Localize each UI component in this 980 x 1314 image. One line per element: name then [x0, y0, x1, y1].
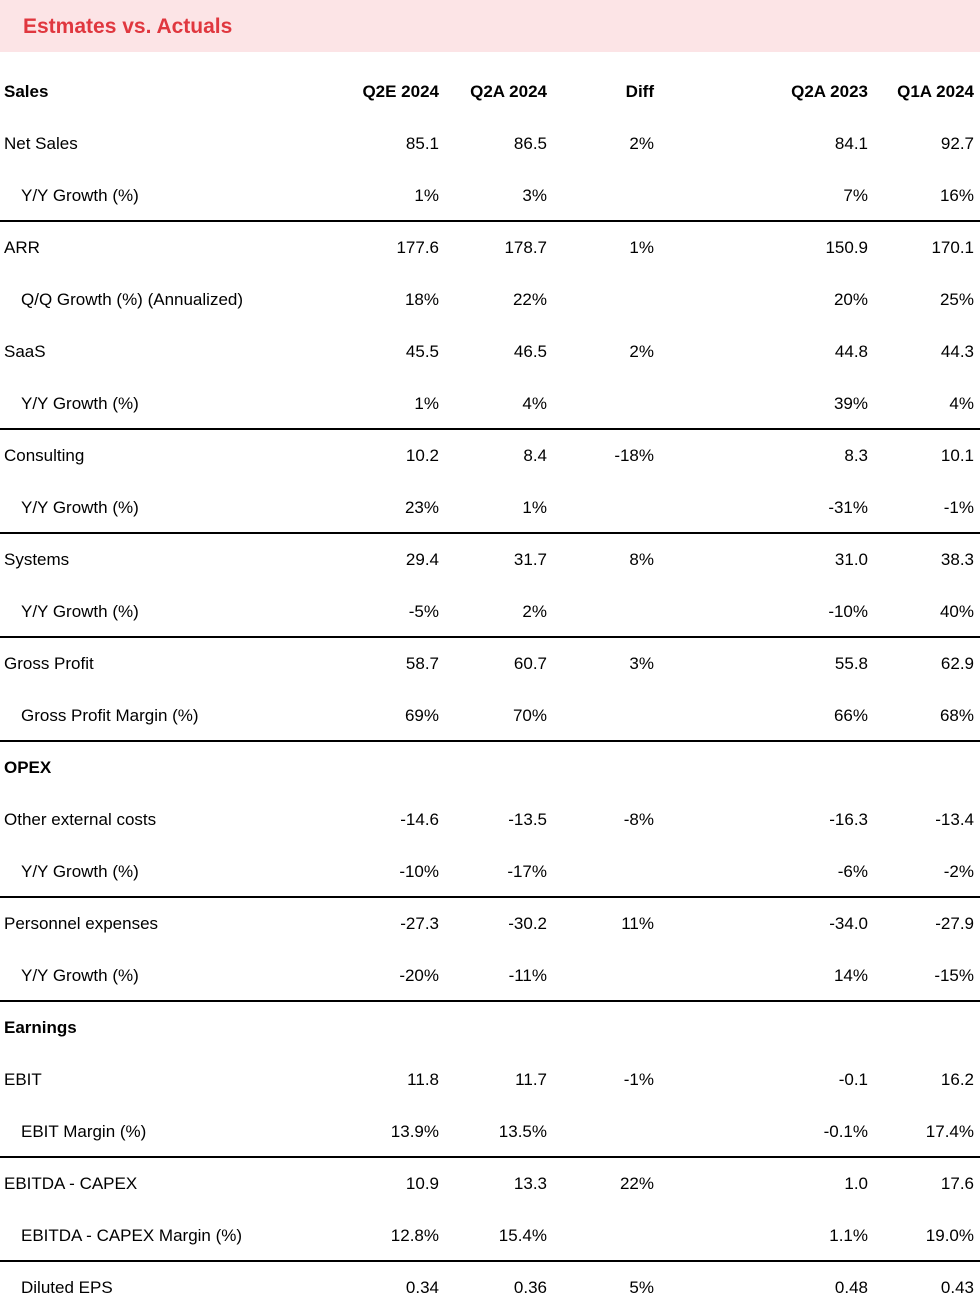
table-row: [0, 690, 980, 742]
row-label: Gross Profit: [4, 654, 94, 673]
cell-q1a-2024: 170.1: [931, 238, 974, 257]
cell-q2e: -10%: [399, 862, 439, 881]
row-label: Y/Y Growth (%): [21, 602, 139, 621]
cell-q2a-2023: 150.9: [825, 238, 868, 257]
cell-q1a-2024: 17.4%: [925, 1122, 974, 1141]
cell-q2a-2023: 0.48: [834, 1278, 868, 1297]
row-label: Consulting: [4, 446, 85, 465]
cell-q2a: 31.7: [513, 550, 547, 569]
table-row: [0, 482, 980, 534]
cell-q1a-2024: -13.4: [935, 810, 974, 829]
cell-q1a-2024: 25%: [939, 290, 974, 309]
cell-q2a-2023: 1.1%: [829, 1226, 868, 1245]
row-label: EBITDA - CAPEX: [4, 1174, 138, 1193]
row-label: Y/Y Growth (%): [21, 498, 139, 517]
cell-q2a-2023: -34.0: [829, 914, 868, 933]
table-row: [0, 898, 980, 950]
cell-q1a-2024: 0.43: [940, 1278, 974, 1297]
table-row: [0, 1158, 980, 1210]
cell-q2a-2023: 66%: [833, 706, 868, 725]
cell-q2e: 45.5: [405, 342, 439, 361]
page-title: Estmates vs. Actuals: [23, 15, 233, 38]
cell-diff: 11%: [621, 914, 654, 933]
cell-q2a: 8.4: [523, 446, 547, 465]
table-row: [0, 326, 980, 378]
cell-q2e: 0.34: [405, 1278, 439, 1297]
row-label: ARR: [4, 238, 40, 257]
cell-q1a-2024: -27.9: [935, 914, 974, 933]
cell-q2a-2023: 20%: [833, 290, 868, 309]
cell-diff: 2%: [629, 342, 654, 361]
cell-q2a: -13.5: [508, 810, 547, 829]
cell-diff: 2%: [629, 134, 654, 153]
table-row: [0, 274, 980, 326]
cell-q2a-2023: 44.8: [834, 342, 868, 361]
cell-q2a: 22%: [512, 290, 547, 309]
cell-q2a-2023: 55.8: [834, 654, 868, 673]
cell-q2a: 70%: [512, 706, 547, 725]
cell-q2a-2023: 1.0: [844, 1174, 868, 1193]
cell-q2e: 29.4: [405, 550, 439, 569]
cell-diff: 1%: [629, 238, 654, 257]
row-label: EBIT: [4, 1070, 42, 1089]
row-label: Y/Y Growth (%): [21, 186, 139, 205]
row-label: Net Sales: [4, 134, 78, 153]
cell-diff: 3%: [629, 654, 654, 673]
table-row: [0, 586, 980, 638]
section-label-opex: OPEX: [4, 758, 52, 777]
section-header-row: [0, 1002, 980, 1054]
title-banner: [0, 0, 980, 52]
table-row: [0, 1054, 980, 1106]
table-row: [0, 846, 980, 898]
header-diff: Diff: [625, 82, 654, 101]
cell-q1a-2024: 16%: [939, 186, 974, 205]
cell-diff: 22%: [619, 1174, 654, 1193]
header-q2e-2024: Q2E 2024: [362, 82, 439, 101]
cell-q1a-2024: 17.6: [940, 1174, 974, 1193]
cell-q2e: -5%: [408, 602, 439, 621]
cell-q1a-2024: -2%: [943, 862, 974, 881]
cell-q2a-2023: 7%: [843, 186, 868, 205]
cell-q1a-2024: 62.9: [940, 654, 974, 673]
row-label: Diluted EPS: [21, 1278, 113, 1297]
cell-q2a: 2%: [522, 602, 547, 621]
cell-q1a-2024: 16.2: [940, 1070, 974, 1089]
cell-diff: -1%: [623, 1070, 654, 1089]
cell-diff: -8%: [623, 810, 654, 829]
cell-q2a-2023: -0.1: [838, 1070, 868, 1089]
header-q2a-2024: Q2A 2024: [470, 82, 547, 101]
cell-q1a-2024: 4%: [949, 394, 974, 413]
cell-q2a-2023: 84.1: [834, 134, 868, 153]
cell-q2a-2023: -6%: [837, 862, 868, 881]
cell-q2e: -27.3: [400, 914, 439, 933]
header-q2a-2023: Q2A 2023: [791, 82, 868, 101]
cell-q2a-2023: -16.3: [829, 810, 868, 829]
table-row: [0, 638, 980, 690]
table-header-row: [0, 66, 980, 118]
table-row: [0, 1106, 980, 1158]
cell-diff: -18%: [614, 446, 654, 465]
cell-q2a: 46.5: [513, 342, 547, 361]
cell-q2a-2023: -31%: [828, 498, 868, 517]
cell-q1a-2024: 19.0%: [925, 1226, 974, 1245]
table-row: [0, 1210, 980, 1262]
cell-q2e: 85.1: [405, 134, 439, 153]
cell-q2e: 13.9%: [390, 1122, 439, 1141]
table-row: [0, 1262, 980, 1314]
cell-q2e: 12.8%: [390, 1226, 439, 1245]
header-q1a-2024: Q1A 2024: [897, 82, 974, 101]
cell-q2e: 1%: [414, 186, 439, 205]
table-row: [0, 378, 980, 430]
cell-q2a-2023: 31.0: [834, 550, 868, 569]
cell-q2a: 3%: [522, 186, 547, 205]
cell-q2e: 23%: [404, 498, 439, 517]
table-row: [0, 118, 980, 170]
cell-q2a: -17%: [507, 862, 547, 881]
section-header-row: [0, 742, 980, 794]
header-sales: Sales: [4, 82, 49, 101]
cell-q2a: 0.36: [513, 1278, 547, 1297]
cell-q2a-2023: -10%: [828, 602, 868, 621]
row-label: Y/Y Growth (%): [21, 394, 139, 413]
cell-q2e: 58.7: [405, 654, 439, 673]
row-label: Y/Y Growth (%): [21, 862, 139, 881]
cell-q2a: 178.7: [504, 238, 547, 257]
cell-diff: 5%: [629, 1278, 654, 1297]
row-label: Y/Y Growth (%): [21, 966, 139, 985]
cell-q2a-2023: 39%: [833, 394, 868, 413]
cell-q2a: 11.7: [515, 1070, 547, 1089]
row-label: Other external costs: [4, 810, 157, 829]
cell-q2a: 60.7: [513, 654, 547, 673]
cell-q1a-2024: -1%: [943, 498, 974, 517]
cell-q2a: -30.2: [508, 914, 547, 933]
cell-q1a-2024: 68%: [939, 706, 974, 725]
cell-q2e: 18%: [404, 290, 439, 309]
cell-q1a-2024: 44.3: [940, 342, 974, 361]
cell-q2a: 15.4%: [498, 1226, 547, 1245]
cell-q1a-2024: 10.1: [940, 446, 974, 465]
cell-q2a: 13.3: [513, 1174, 547, 1193]
cell-q2e: 177.6: [396, 238, 439, 257]
cell-q2e: -20%: [399, 966, 439, 985]
row-label: SaaS: [4, 342, 46, 361]
cell-q2e: 1%: [414, 394, 439, 413]
table-row: [0, 170, 980, 222]
cell-q2a-2023: -0.1%: [823, 1122, 868, 1141]
cell-q2a-2023: 8.3: [844, 446, 868, 465]
row-label: Personnel expenses: [4, 914, 159, 933]
cell-q2a: 1%: [522, 498, 547, 517]
cell-diff: 8%: [629, 550, 654, 569]
cell-q2a: 4%: [522, 394, 547, 413]
cell-q1a-2024: 38.3: [940, 550, 974, 569]
row-label: Systems: [4, 550, 70, 569]
cell-q2e: 10.2: [405, 446, 439, 465]
cell-q2a: -11%: [508, 966, 547, 985]
cell-q2a: 13.5%: [498, 1122, 547, 1141]
cell-q2e: -14.6: [400, 810, 439, 829]
table-row: [0, 534, 980, 586]
section-label-earnings: Earnings: [4, 1018, 77, 1037]
cell-q2e: 69%: [404, 706, 439, 725]
cell-q1a-2024: 40%: [939, 602, 974, 621]
cell-q1a-2024: 92.7: [940, 134, 974, 153]
cell-q2a-2023: 14%: [833, 966, 868, 985]
table-row: [0, 794, 980, 846]
row-label: EBITDA - CAPEX Margin (%): [21, 1226, 243, 1245]
cell-q2e: 10.9: [405, 1174, 439, 1193]
cell-q1a-2024: -15%: [934, 966, 974, 985]
row-label: EBIT Margin (%): [21, 1122, 147, 1141]
table-row: [0, 222, 980, 274]
row-label: Q/Q Growth (%) (Annualized): [21, 290, 244, 309]
table-row: [0, 950, 980, 1002]
cell-q2a: 86.5: [513, 134, 547, 153]
table-row: [0, 430, 980, 482]
cell-q2e: 11.8: [407, 1070, 439, 1089]
row-label: Gross Profit Margin (%): [21, 706, 199, 725]
